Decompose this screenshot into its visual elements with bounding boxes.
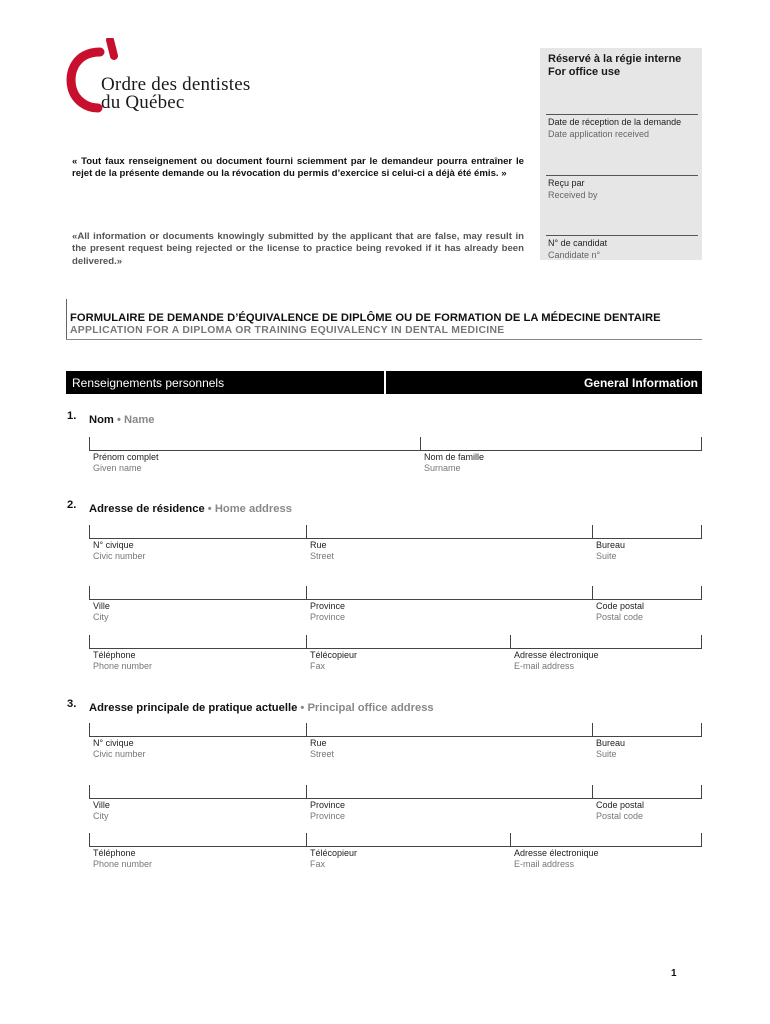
field-label-en: Postal code: [596, 811, 644, 821]
field-label: Bureau: [596, 540, 626, 550]
field-label: Téléphone: [93, 650, 136, 660]
field-label-en: City: [93, 612, 109, 622]
home-street-field[interactable]: [310, 540, 586, 562]
office-field-label-en: Candidate n°: [548, 250, 601, 260]
field-label: Bureau: [596, 738, 626, 748]
form-title-english: APPLICATION FOR A DIPLOMA OR TRAINING EQUIVALENCY IN DENTAL MEDICINE: [70, 325, 505, 336]
field-line: [89, 538, 702, 539]
field-label: Province: [310, 601, 346, 611]
page-number: 1: [671, 968, 677, 979]
field-tick: [89, 723, 90, 737]
office-use-title: Réservé à la régie interne For office use: [548, 53, 682, 78]
form-title-french: FORMULAIRE DE DEMANDE D’ÉQUIVALENCE DE DIPLÔME OU DE FORMATION DE LA MÉDECINE DENTAIRE: [70, 312, 661, 324]
question-title: Nom • Name: [89, 414, 155, 426]
question-title: Adresse principale de pratique actuelle • Principal office address: [89, 702, 434, 714]
office-field-line: [546, 175, 698, 176]
field-tick: [89, 635, 90, 649]
field-label-en: Civic number: [93, 551, 146, 561]
field-tick: [306, 833, 307, 847]
office-field-label-en: Received by: [548, 190, 598, 200]
field-label: Ville: [93, 800, 110, 810]
warning-french: « Tout faux renseignement ou document fourni sciemment par le demandeur pourra entraîner le rejet de la présente demande ou la révocation du permis d’exercice si celui-ci a déjà été émis. »: [72, 156, 524, 180]
office-field-label: Reçu par: [548, 178, 585, 188]
field-tick: [510, 635, 511, 649]
field-label: Ville: [93, 601, 110, 611]
field-tick: [592, 785, 593, 799]
field-label-en: Civic number: [93, 749, 146, 759]
field-line: [89, 736, 702, 737]
section-title-french: Renseignements personnels: [72, 376, 225, 390]
field-label: Code postal: [596, 601, 645, 611]
field-label-en: Postal code: [596, 612, 644, 622]
field-line: [89, 798, 702, 799]
field-tick: [306, 785, 307, 799]
field-tick: [89, 437, 90, 451]
field-tick: [701, 785, 702, 799]
field-label: Nom de famille: [424, 452, 485, 462]
field-label: Province: [310, 800, 346, 810]
field-label: N° civique: [93, 738, 134, 748]
field-label: N° civique: [93, 540, 134, 550]
field-label-en: Street: [310, 551, 335, 561]
field-line: [89, 846, 702, 847]
field-tick: [306, 586, 307, 600]
field-tick: [592, 525, 593, 539]
field-label: Télécopieur: [310, 650, 358, 660]
field-line: [89, 450, 702, 451]
office-field-line: [546, 235, 698, 236]
title-bar: [66, 299, 67, 339]
home-province-field[interactable]: [310, 601, 586, 623]
field-label-en: Phone number: [93, 661, 153, 671]
field-tick: [306, 525, 307, 539]
office-street-field[interactable]: [310, 738, 586, 760]
field-tick: [89, 785, 90, 799]
field-label: Adresse électronique: [514, 848, 599, 858]
office-province-field[interactable]: [310, 800, 586, 822]
field-tick: [701, 525, 702, 539]
field-tick: [89, 525, 90, 539]
question-title: Adresse de résidence • Home address: [89, 503, 292, 515]
field-tick: [306, 723, 307, 737]
field-label-en: Province: [310, 612, 346, 622]
field-label: Télécopieur: [310, 848, 358, 858]
field-tick: [701, 635, 702, 649]
field-label-en: Fax: [310, 661, 326, 671]
office-city-field[interactable]: [93, 800, 299, 822]
field-tick: [89, 586, 90, 600]
question-number: 3.: [67, 698, 77, 710]
office-field-label: N° de candidat: [548, 238, 608, 248]
warning-english: «All information or documents knowingly submitted by the applicant that are false, may result in the present request being rejected or the license to practice being revoked if it has already been delivered.»: [72, 231, 524, 267]
field-label: Rue: [310, 738, 327, 748]
field-label-en: Province: [310, 811, 346, 821]
field-line: [89, 599, 702, 600]
question-number: 2.: [67, 499, 77, 511]
field-label-en: Surname: [424, 463, 461, 473]
field-label-en: E-mail address: [514, 859, 575, 869]
field-tick: [89, 833, 90, 847]
field-label-en: Fax: [310, 859, 326, 869]
field-label: Adresse électronique: [514, 650, 599, 660]
field-label-en: Given name: [93, 463, 142, 473]
field-label: Code postal: [596, 800, 645, 810]
field-label-en: Suite: [596, 749, 617, 759]
field-label: Téléphone: [93, 848, 136, 858]
title-divider: [66, 339, 702, 340]
logo-line1: Ordre des dentistes: [101, 74, 251, 95]
home-city-field[interactable]: [93, 601, 299, 623]
question-number: 1.: [67, 410, 77, 422]
field-tick: [592, 586, 593, 600]
field-label-en: City: [93, 811, 109, 821]
section-title-english: General Information: [583, 376, 698, 390]
field-line: [89, 648, 702, 649]
office-field-label-en: Date application received: [548, 129, 650, 139]
field-tick: [701, 586, 702, 600]
field-label-en: E-mail address: [514, 661, 575, 671]
field-tick: [701, 437, 702, 451]
field-tick: [510, 833, 511, 847]
field-tick: [592, 723, 593, 737]
logo-line2: du Québec: [101, 92, 185, 113]
field-tick: [420, 437, 421, 451]
field-label: Rue: [310, 540, 327, 550]
field-label-en: Phone number: [93, 859, 153, 869]
field-label: Prénom complet: [93, 452, 159, 462]
field-tick: [701, 723, 702, 737]
office-field-line: [546, 114, 698, 115]
office-field-label: Date de réception de la demande: [548, 117, 682, 127]
field-tick: [306, 635, 307, 649]
field-label-en: Suite: [596, 551, 617, 561]
office-use-box: [540, 48, 702, 260]
field-label-en: Street: [310, 749, 335, 759]
field-tick: [701, 833, 702, 847]
